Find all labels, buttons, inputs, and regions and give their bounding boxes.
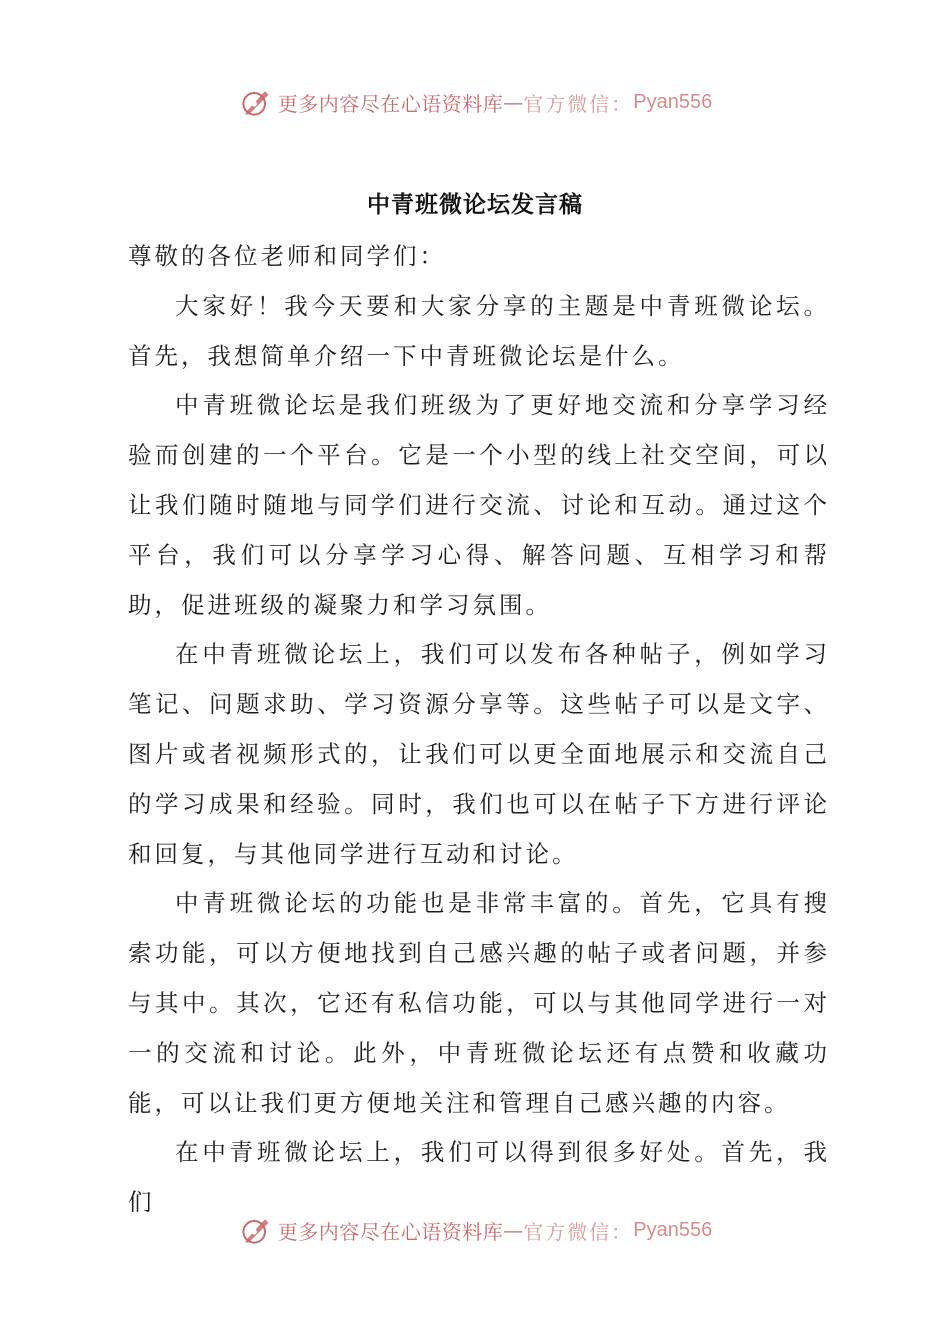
banner-wechat-label: 官方微信： bbox=[523, 91, 634, 116]
paragraph: 中青班微论坛是我们班级为了更好地交流和分享学习经验而创建的一个平台。它是一个小型的线上社交空间，可以让我们随时随地与同学们进行交流、讨论和互动。通过这个平台，我们可以分享学习心得、解答问题、互相学习和帮助，促进班级的凝聚力和学习氛围。 bbox=[128, 391, 830, 619]
paragraph: 在中青班微论坛上，我们可以发布各种帖子，例如学习笔记、问题求助、学习资源分享等。这些帖子可以是文字、图片或者视频形式的，让我们可以更全面地展示和交流自己的学习成果和经验。同时，我们也可以在帖子下方进行评论和回复，与其他同学进行互动和讨论。 bbox=[128, 640, 830, 868]
banner-wechat-id: Pyan556 bbox=[633, 90, 713, 113]
banner-main-text: 更多内容尽在心语资料库 bbox=[277, 91, 504, 116]
banner-separator: — bbox=[503, 90, 524, 114]
footer-banner bbox=[0, 1208, 950, 1252]
document-body bbox=[128, 232, 830, 1228]
paragraph: 大家好！我今天要和大家分享的主题是中青班微论坛。首先，我想简单介绍一下中青班微论坛是什么。 bbox=[128, 291, 830, 370]
banner-wechat-id: Pyan556 bbox=[633, 1218, 713, 1241]
banner-separator: — bbox=[503, 1218, 524, 1242]
salutation: 尊敬的各位老师和同学们： bbox=[128, 242, 446, 270]
header-banner bbox=[0, 80, 950, 124]
banner-wechat-label: 官方微信： bbox=[523, 1219, 634, 1244]
banner-main-text: 更多内容尽在心语资料库 bbox=[277, 1219, 504, 1244]
paragraph: 在中青班微论坛上，我们可以得到很多好处。首先，我们 bbox=[128, 1138, 830, 1217]
document-title: 中青班微论坛发言稿 bbox=[367, 191, 583, 218]
pen-nib-circle-icon bbox=[238, 84, 274, 120]
paragraph: 中青班微论坛的功能也是非常丰富的。首先，它具有搜索功能，可以方便地找到自己感兴趣的帖子或者问题，并参与其中。其次，它还有私信功能，可以与其他同学进行一对一的交流和讨论。此外，中青班微论坛还有点赞和收藏功能，可以让我们更方便地关注和管理自己感兴趣的内容。 bbox=[128, 889, 830, 1117]
pen-nib-circle-icon bbox=[238, 1212, 274, 1248]
